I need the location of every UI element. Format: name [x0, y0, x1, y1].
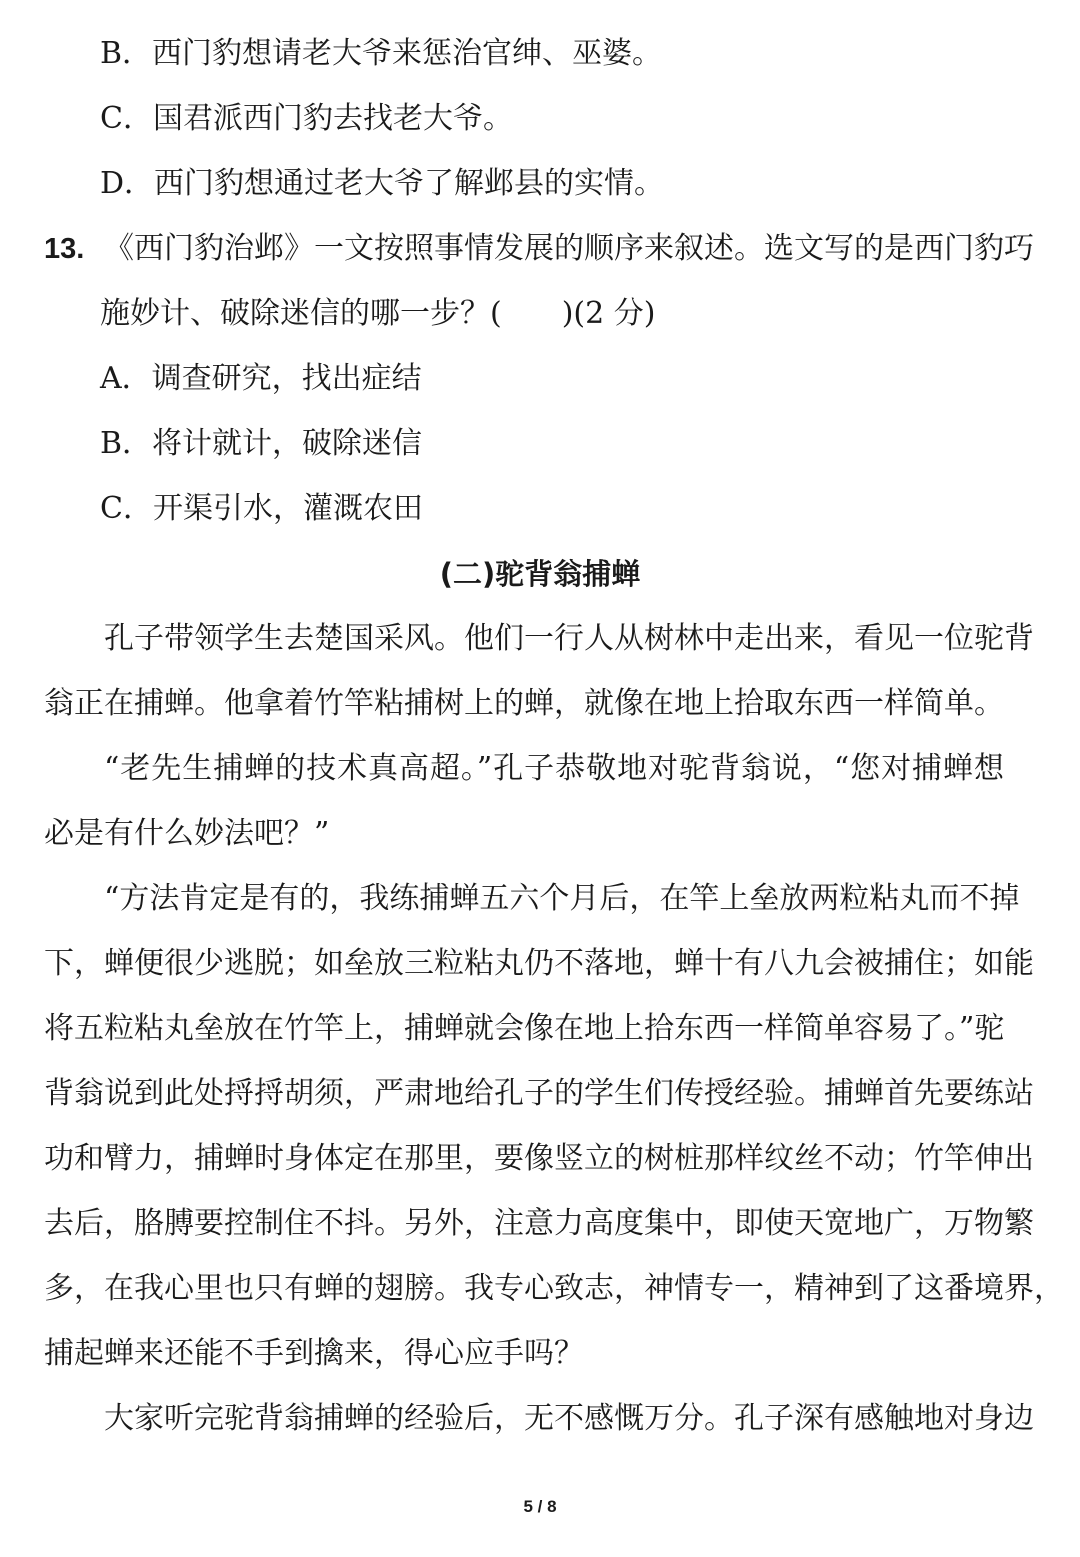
passage-line: 下，蝉便很少逃脱；如垒放三粒粘丸仍不落地，蝉十有八九会被捕住；如能 — [44, 946, 1034, 981]
q13-option-a: A．调查研究，找出症结 — [100, 361, 422, 396]
passage-line: 去后，胳膊要控制住不抖。另外，注意力高度集中，即使天宽地广，万物繁 — [44, 1206, 1034, 1241]
passage-line: 功和臂力，捕蝉时身体定在那里，要像竖立的树桩那样纹丝不动；竹竿伸出 — [44, 1141, 1034, 1176]
q13-option-b: B．将计就计，破除迷信 — [100, 426, 423, 461]
q12-option-d: D．西门豹想通过老大爷了解邺县的实情。 — [100, 166, 665, 201]
passage-line: 多，在我心里也只有蝉的翅膀。我专心致志，神情专一，精神到了这番境界， — [44, 1271, 1064, 1306]
q12-option-c: C．国君派西门豹去找老大爷。 — [100, 101, 513, 136]
passage-line: “方法肯定是有的，我练捕蝉五六个月后，在竿上垒放两粒粘丸而不掉 — [104, 881, 1020, 916]
q13-stem-line-1: 《西门豹治邺》一文按照事情发展的顺序来叙述。选文写的是西门豹巧 — [104, 231, 1034, 266]
passage-line: 必是有什么妙法吧？” — [44, 816, 330, 851]
passage-line: 背翁说到此处捋捋胡须，严肃地给孔子的学生们传授经验。捕蝉首先要练站 — [44, 1076, 1034, 1111]
passage-line: 捕起蝉来还能不手到擒来，得心应手吗？ — [44, 1336, 584, 1371]
passage-line: 大家听完驼背翁捕蝉的经验后，无不感慨万分。孔子深有感触地对身边 — [104, 1401, 1034, 1436]
q13-option-c: C．开渠引水，灌溉农田 — [100, 491, 423, 526]
passage-title: (二)驼背翁捕蝉 — [439, 557, 641, 591]
passage-line: 孔子带领学生去楚国采风。他们一行人从树林中走出来，看见一位驼背 — [104, 621, 1034, 656]
passage-line: “老先生捕蝉的技术真高超。”孔子恭敬地对驼背翁说，“您对捕蝉想 — [104, 751, 1004, 786]
page-number: 5 / 8 — [523, 1497, 557, 1516]
q12-option-b: B．西门豹想请老大爷来惩治官绅、巫婆。 — [100, 36, 663, 71]
passage-line: 将五粒粘丸垒放在竹竿上，捕蝉就会像在地上拾东西一样简单容易了。”驼 — [44, 1011, 1005, 1046]
q13-number: 13. — [44, 233, 85, 265]
passage-line: 翁正在捕蝉。他拿着竹竿粘捕树上的蝉，就像在地上拾取东西一样简单。 — [44, 686, 1004, 721]
q13-stem-line-2: 施妙计、破除迷信的哪一步？( )(2 分) — [100, 296, 656, 331]
